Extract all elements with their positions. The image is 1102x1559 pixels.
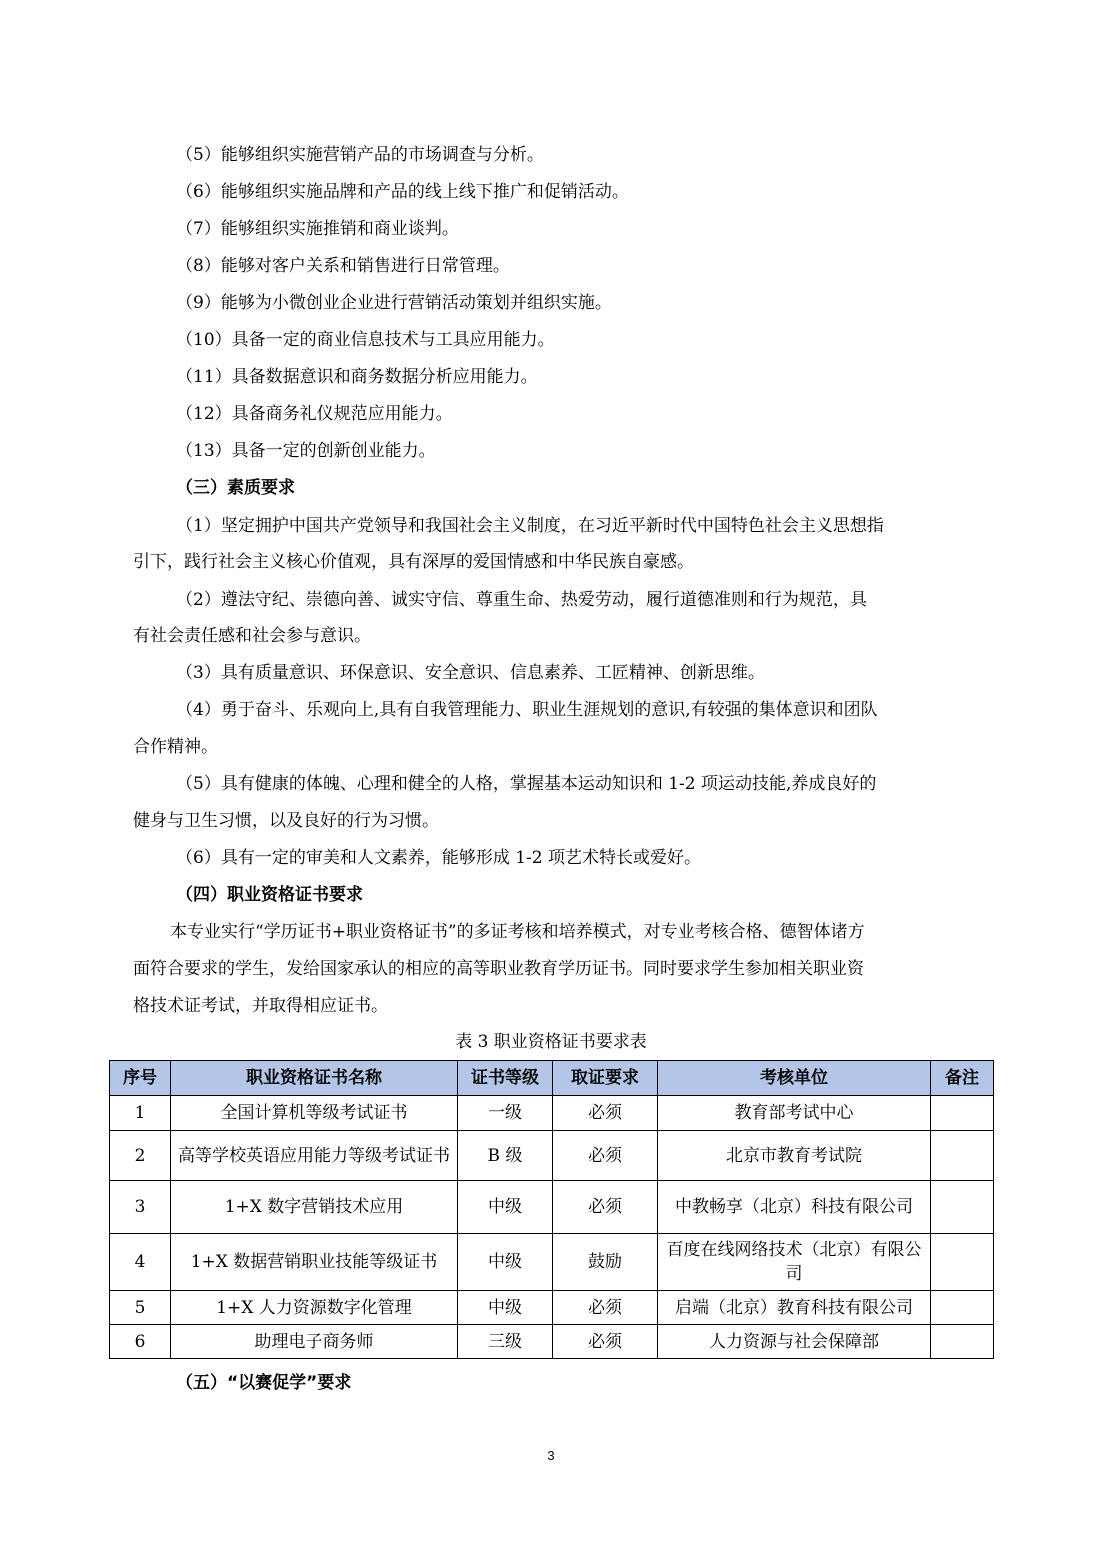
quality-paragraph-3: （3）具有质量意识、环保意识、安全意识、信息素养、工匠精神、创新思维。 [176, 663, 765, 683]
table-cell [931, 1096, 994, 1131]
table-cell: 3 [110, 1181, 171, 1234]
quality-paragraph-4: （4）勇于奋斗、乐观向上,具有自我管理能力、职业生涯规划的意识,有较强的集体意识和团队 [176, 700, 878, 720]
skill-item-6 [0, 178, 1102, 206]
quality-paragraph-1: （1）坚定拥护中国共产党领导和我国社会主义制度，在习近平新时代中国特色社会主义思想指 [176, 516, 884, 536]
skill-item-text: （8）能够对客户关系和销售进行日常管理。 [176, 256, 510, 276]
skill-item-10 [0, 326, 1102, 354]
skill-item-text: （12）具备商务礼仪规范应用能力。 [176, 404, 453, 424]
table-cell: 必须 [553, 1325, 658, 1359]
table-cell: 一级 [458, 1096, 553, 1131]
table-cell: 高等学校英语应用能力等级考试证书 [171, 1131, 458, 1181]
table-cell: 中级 [458, 1234, 553, 1291]
table-cell: 5 [110, 1291, 171, 1325]
skill-item-9 [0, 289, 1102, 317]
table-cell: 人力资源与社会保障部 [658, 1325, 931, 1359]
table-row [110, 1325, 994, 1359]
skill-item-7 [0, 215, 1102, 243]
table-cell: 必须 [553, 1291, 658, 1325]
page-number: 3 [547, 1448, 555, 1463]
certificates-intro-line-1: 本专业实行“学历证书+职业资格证书”的多证考核和培养模式，对专业考核合格、德智体诸方 [170, 922, 865, 942]
table-cell: 三级 [458, 1325, 553, 1359]
table-row [110, 1291, 994, 1325]
table-cell [931, 1234, 994, 1291]
section-heading-certificates: （四）职业资格证书要求 [176, 885, 363, 905]
table-cell: 1+X 数据营销职业技能等级证书 [171, 1234, 458, 1291]
skill-item-text: （13）具备一定的创新创业能力。 [176, 441, 436, 461]
skill-item-text: （9）能够为小微创业企业进行营销活动策划并组织实施。 [176, 293, 612, 313]
skill-item-text: （6）能够组织实施品牌和产品的线上线下推广和促销活动。 [176, 182, 629, 202]
table-cell: 必须 [553, 1181, 658, 1234]
section-heading-quality: （三）素质要求 [176, 478, 295, 498]
table-caption: 表 3 职业资格证书要求表 [455, 1032, 647, 1052]
quality-paragraph-2: （2）遵法守纪、崇德向善、诚实守信、尊重生命、热爱劳动，履行道德准则和行为规范，具 [176, 590, 867, 610]
table-cell: 中级 [458, 1181, 553, 1234]
table-cell: 教育部考试中心 [658, 1096, 931, 1131]
table-row [110, 1234, 994, 1291]
certificates-intro-line-2: 面符合要求的学生，发给国家承认的相应的高等职业教育学历证书。同时要求学生参加相关职业资 [133, 959, 864, 979]
quality-paragraph-6: （6）具有一定的审美和人文素养，能够形成 1-2 项艺术特长或爱好。 [176, 848, 701, 868]
table-cell [931, 1181, 994, 1234]
skill-item-8 [0, 252, 1102, 280]
table-header-cell: 考核单位 [658, 1061, 931, 1096]
table-header-cell: 职业资格证书名称 [171, 1061, 458, 1096]
table-cell: 1+X 人力资源数字化管理 [171, 1291, 458, 1325]
quality-paragraph-1-cont: 引下，践行社会主义核心价值观，具有深厚的爱国情感和中华民族自豪感。 [133, 552, 694, 572]
table-cell [931, 1325, 994, 1359]
skill-item-5 [0, 141, 1102, 169]
quality-paragraph-4-cont: 合作精神。 [133, 737, 218, 757]
table-cell: 6 [110, 1325, 171, 1359]
table-cell: 百度在线网络技术（北京）有限公司 [658, 1234, 931, 1291]
certificate-table [109, 1060, 994, 1359]
table-cell: B 级 [458, 1131, 553, 1181]
table-cell: 北京市教育考试院 [658, 1131, 931, 1181]
table-cell: 1 [110, 1096, 171, 1131]
table-cell: 中级 [458, 1291, 553, 1325]
skill-item-12 [0, 400, 1102, 428]
table-cell: 鼓励 [553, 1234, 658, 1291]
table-header-cell: 序号 [110, 1061, 171, 1096]
table-cell: 4 [110, 1234, 171, 1291]
skill-item-13 [0, 437, 1102, 465]
table-cell [931, 1131, 994, 1181]
table-cell [931, 1291, 994, 1325]
skill-item-text: （10）具备一定的商业信息技术与工具应用能力。 [176, 330, 555, 350]
table-cell: 启端（北京）教育科技有限公司 [658, 1291, 931, 1325]
table-cell: 助理电子商务师 [171, 1325, 458, 1359]
table-cell: 全国计算机等级考试证书 [171, 1096, 458, 1131]
quality-paragraph-5: （5）具有健康的体魄、心理和健全的人格，掌握基本运动知识和 1-2 项运动技能,养成良好的 [176, 774, 877, 794]
table-header-row [110, 1061, 994, 1096]
quality-paragraph-2-cont: 有社会责任感和社会参与意识。 [133, 626, 371, 646]
skill-item-text: （7）能够组织实施推销和商业谈判。 [176, 219, 459, 239]
table-cell: 2 [110, 1131, 171, 1181]
table-header-cell: 证书等级 [458, 1061, 553, 1096]
quality-paragraph-5-cont: 健身与卫生习惯，以及良好的行为习惯。 [133, 811, 439, 831]
skill-item-text: （5）能够组织实施营销产品的市场调查与分析。 [176, 145, 544, 165]
table-row [110, 1181, 994, 1234]
section-heading-competition: （五）“以赛促学”要求 [176, 1373, 352, 1393]
certificates-intro-line-3: 格技术证考试，并取得相应证书。 [133, 996, 388, 1016]
skill-item-text: （11）具备数据意识和商务数据分析应用能力。 [176, 367, 538, 387]
table-row [110, 1096, 994, 1131]
table-cell: 必须 [553, 1096, 658, 1131]
table-cell: 必须 [553, 1131, 658, 1181]
table-cell: 中教畅享（北京）科技有限公司 [658, 1181, 931, 1234]
skill-item-11 [0, 363, 1102, 391]
table-cell: 1+X 数字营销技术应用 [171, 1181, 458, 1234]
table-row [110, 1131, 994, 1181]
table-header-cell: 取证要求 [553, 1061, 658, 1096]
table-header-cell: 备注 [931, 1061, 994, 1096]
